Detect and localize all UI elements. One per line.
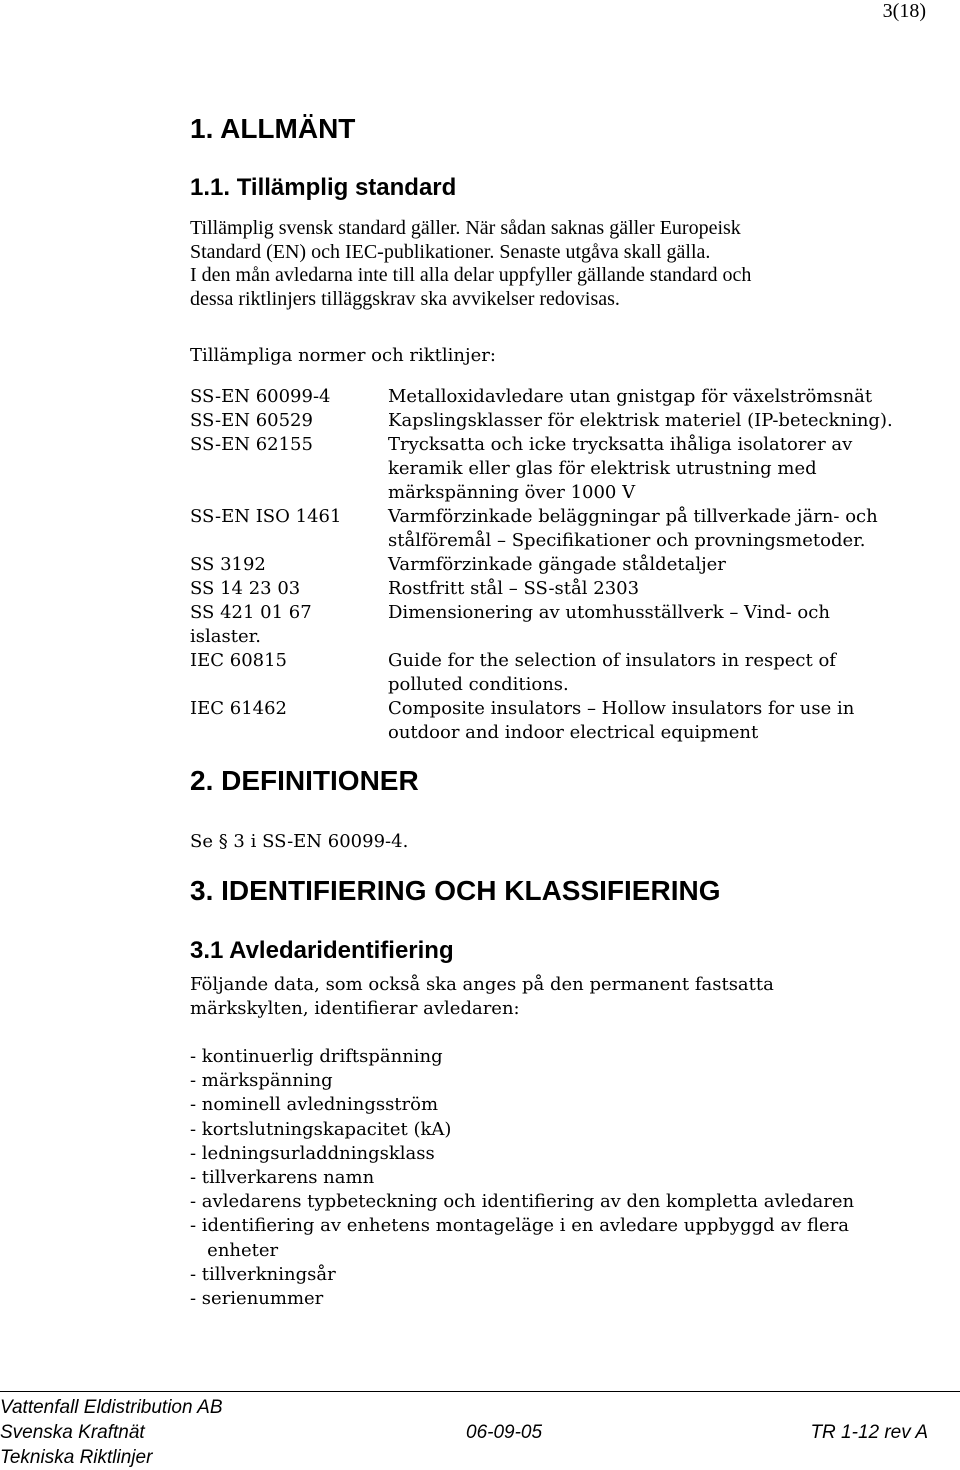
standard-code: SS-EN 60529 — [190, 410, 313, 431]
list-item: - tillverkningsår — [190, 1263, 336, 1285]
standard-description: keramik eller glas för elektrisk utrustning med — [388, 458, 817, 479]
standard-code: SS-EN ISO 1461 — [190, 506, 342, 527]
list-item: - kortslutningskapacitet (kA) — [190, 1118, 452, 1140]
page-number: 3(18) — [882, 0, 926, 22]
page-footer — [0, 1391, 960, 1468]
standard-code: IEC 61462 — [190, 698, 288, 719]
section-3-heading: 3. IDENTIFIERING OCH KLASSIFIERING — [190, 875, 721, 906]
list-item: - identifiering av enhetens montageläge i en avledare uppbyggd av flera — [190, 1215, 849, 1237]
standard-row — [190, 505, 950, 553]
standard-description: Kapslingsklasser för elektrisk materiel (IP-beteckning). — [388, 410, 893, 431]
standard-row — [190, 553, 950, 577]
list-item: - serienummer — [190, 1288, 324, 1310]
standard-row — [190, 577, 950, 601]
standard-description: Dimensionering av utomhusställverk – Vind- och — [388, 602, 830, 623]
identification-intro — [190, 973, 774, 1021]
section-1-heading: 1. ALLMÄNT — [190, 113, 356, 144]
standard-code: SS-EN 60099-4 — [190, 386, 331, 407]
identification-list — [190, 1045, 854, 1311]
standard-description-wrap: islaster. — [190, 626, 261, 647]
standard-row — [190, 697, 950, 745]
standard-description: Trycksatta och icke trycksatta ihåliga isolatorer av — [388, 434, 853, 455]
standard-code: IEC 60815 — [190, 650, 288, 671]
standard-row — [190, 433, 950, 505]
intro-paragraph — [190, 217, 751, 311]
footer-org-1: Vattenfall Eldistribution AB — [0, 1397, 223, 1418]
intro-line: Tillämplig svensk standard gäller. När sådan saknas gäller Europeisk — [190, 217, 741, 239]
section-2-heading: 2. DEFINITIONER — [190, 765, 419, 796]
identification-intro-line: Följande data, som också ska anges på den permanent fastsatta — [190, 974, 774, 995]
footer-date: 06-09-05 — [466, 1422, 543, 1443]
list-item: enheter — [190, 1239, 279, 1261]
footer-doc-id: TR 1-12 rev A — [810, 1422, 928, 1443]
footer-org-2: Svenska Kraftnät — [0, 1422, 145, 1443]
intro-line: Standard (EN) och IEC-publikationer. Senaste utgåva skall gälla. — [190, 240, 711, 263]
standard-description: Metalloxidavledare utan gnistgap för växelströmsnät — [388, 386, 873, 407]
standard-code: SS-EN 62155 — [190, 434, 313, 455]
standard-code: SS 421 01 67 — [190, 602, 312, 623]
standard-description: märkspänning över 1000 V — [388, 482, 636, 503]
definitions-text: Se § 3 i SS-EN 60099-4. — [190, 831, 409, 852]
standard-description: outdoor and indoor electrical equipment — [388, 722, 759, 743]
identification-intro-line: märkskylten, identifierar avledaren: — [190, 998, 520, 1019]
list-item: - ledningsurladdningsklass — [190, 1142, 435, 1164]
list-item: - avledarens typbeteckning och identifiering av den kompletta avledaren — [190, 1191, 855, 1213]
standard-row — [190, 649, 950, 697]
standard-description: stålföremål – Specifikationer och provningsmetoder. — [388, 530, 866, 551]
list-item: - tillverkarens namn — [190, 1167, 375, 1189]
standard-row — [190, 409, 950, 433]
footer-doc-type: Tekniska Riktlinjer — [0, 1447, 153, 1468]
standard-row — [190, 601, 950, 649]
intro-line: dessa riktlinjers tilläggskrav ska avvikelser redovisas. — [190, 287, 620, 310]
list-item: - märkspänning — [190, 1070, 333, 1092]
list-item: - kontinuerlig driftspänning — [190, 1046, 443, 1067]
intro-line: I den mån avledarna inte till alla delar uppfyller gällande standard och — [190, 264, 752, 286]
section-3-1-heading: 3.1 Avledaridentifiering — [190, 937, 454, 964]
standard-code: SS 3192 — [190, 554, 266, 575]
standard-description: Varmförzinkade beläggningar på tillverkade järn- och — [388, 506, 878, 527]
standard-description: Varmförzinkade gängade ståldetaljer — [388, 554, 726, 575]
standard-description: Guide for the selection of insulators in respect of — [388, 650, 836, 671]
standard-description: Composite insulators – Hollow insulators for use in — [388, 698, 855, 719]
list-item: - nominell avledningsström — [190, 1094, 439, 1116]
section-1-1-heading: 1.1. Tillämplig standard — [190, 174, 457, 201]
standard-description: polluted conditions. — [388, 674, 569, 695]
norms-label: Tillämpliga normer och riktlinjer: — [190, 345, 496, 366]
standard-code: SS 14 23 03 — [190, 578, 301, 599]
standard-description: Rostfritt stål – SS-stål 2303 — [388, 578, 640, 599]
standard-row — [190, 385, 950, 409]
